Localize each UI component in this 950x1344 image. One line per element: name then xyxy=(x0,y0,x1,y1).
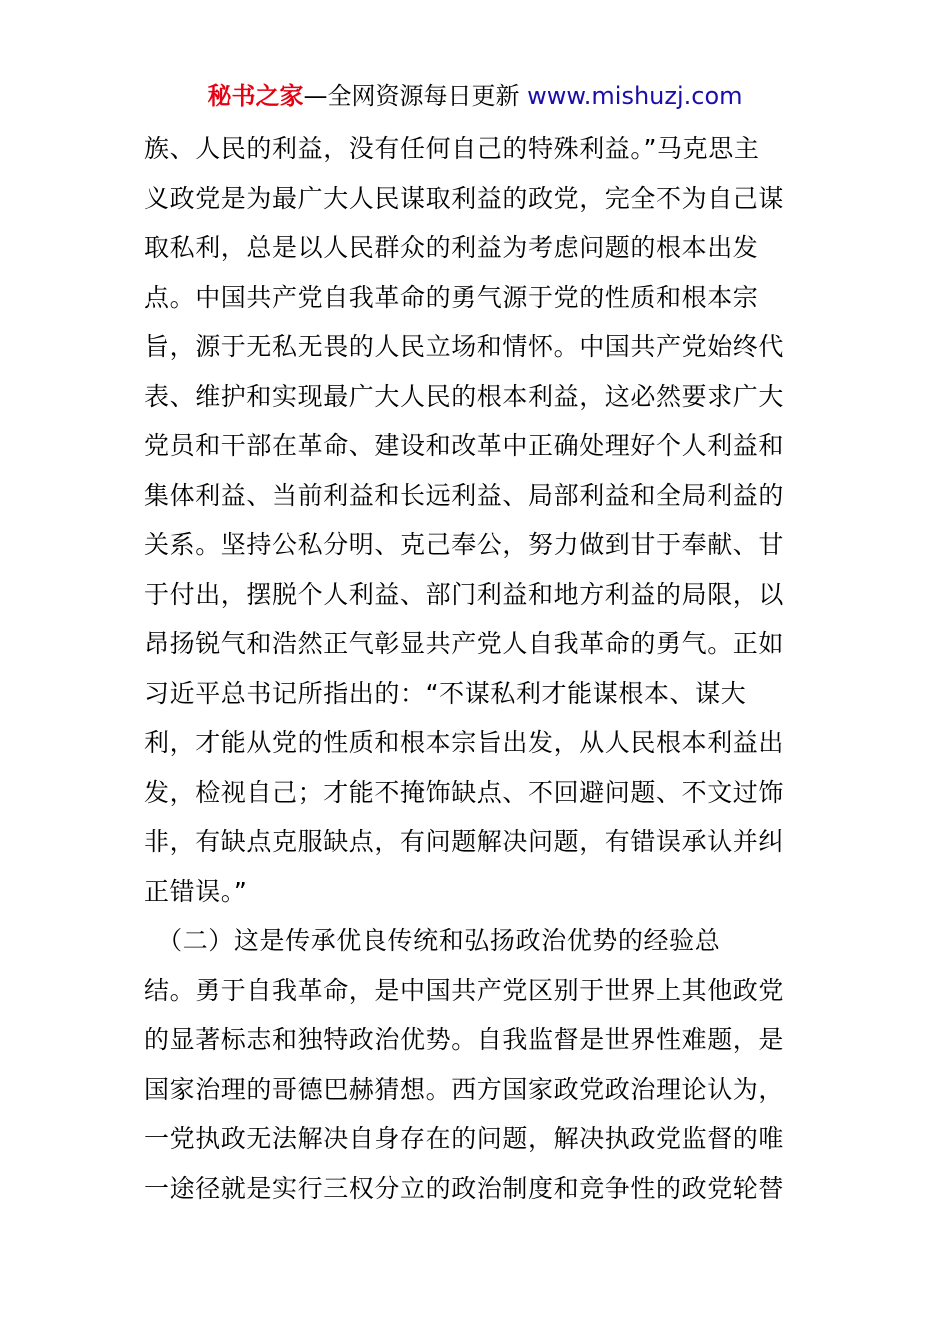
text-line: 于付出，摆脱个人利益、部门利益和地方利益的局限，以 xyxy=(144,579,785,609)
text-line: 义政党是为最广大人民谋取利益的政党，完全不为自己谋 xyxy=(144,183,785,213)
text-line: （二）这是传承优良传统和弘扬政治优势的经验总 xyxy=(144,926,721,955)
text-line: 的显著标志和独特政治优势。自我监督是世界性难题，是 xyxy=(144,1025,785,1054)
text-line: 发，检视自己；才能不掩饰缺点、不回避问题、不文过饰 xyxy=(144,777,785,807)
page-header xyxy=(0,78,950,114)
text-line: 点。中国共产党自我革命的勇气源于党的性质和根本宗 xyxy=(144,282,759,312)
site-brand: 秘书之家 xyxy=(207,82,304,110)
text-line: 利，才能从党的性质和根本宗旨出发，从人民根本利益出 xyxy=(144,728,785,757)
site-url-link[interactable]: www.mishuzj.com xyxy=(527,82,743,110)
text-line: 非，有缺点克服缺点，有问题解决问题，有错误承认并纠 xyxy=(144,827,785,856)
text-line: 表、维护和实现最广大人民的根本利益，这必然要求广大 xyxy=(144,381,785,411)
text-line: 昂扬锐气和浩然正气彰显共产党人自我革命的勇气。正如 xyxy=(144,629,785,658)
text-line: 族、人民的利益，没有任何自己的特殊利益。”马克思主 xyxy=(144,134,760,163)
text-line: 一途径就是实行三权分立的政治制度和竞争性的政党轮替 xyxy=(144,1173,785,1203)
text-line: 集体利益、当前利益和长远利益、局部利益和全局利益的 xyxy=(144,480,785,510)
text-line: 正错误。” xyxy=(144,876,248,906)
text-line: 旨，源于无私无畏的人民立场和情怀。中国共产党始终代 xyxy=(144,332,785,361)
site-tagline: —全网资源每日更新 xyxy=(303,82,528,110)
text-line: 习近平总书记所指出的：“不谋私利才能谋根本、谋大 xyxy=(144,678,747,708)
text-line: 关系。坚持公私分明、克己奉公，努力做到甘于奉献、甘 xyxy=(144,530,785,559)
text-line: 国家治理的哥德巴赫猜想。西方国家政党政治理论认为， xyxy=(144,1074,785,1104)
text-line: 党员和干部在革命、建设和改革中正确处理好个人利益和 xyxy=(144,431,785,460)
text-line: 一党执政无法解决自身存在的问题，解决执政党监督的唯 xyxy=(144,1124,785,1153)
text-line: 取私利，总是以人民群众的利益为考虑问题的根本出发 xyxy=(144,233,759,262)
body-text xyxy=(144,124,814,1213)
text-line: 结。勇于自我革命，是中国共产党区别于世界上其他政党 xyxy=(144,975,785,1005)
